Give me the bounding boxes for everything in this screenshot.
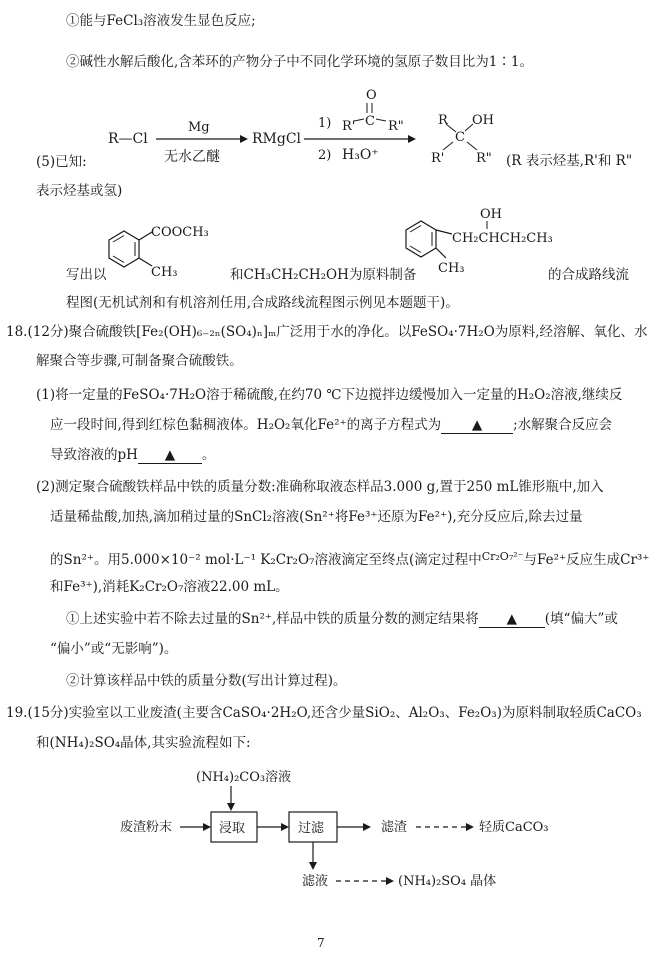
q18-p1-line3: 导致溶液的pH ▲ 。 xyxy=(50,447,216,463)
q18-intro-2: 解聚合等步骤,可制备聚合硫酸铁。 xyxy=(36,353,243,369)
sm1-ch3: CH₃ xyxy=(151,265,178,280)
answer-blank-1[interactable]: ▲ xyxy=(441,418,513,434)
flow-caco3: 轻质CaCO₃ xyxy=(479,820,549,835)
q18-sub2: ②计算该样品中铁的质量分数(写出计算过程)。 xyxy=(66,673,347,689)
q18-p2-line4: 和Fe³⁺),消耗K₂Cr₂O₇溶液22.00 mL。 xyxy=(50,579,289,595)
reagent-mg: Mg xyxy=(188,120,210,135)
flow-reagent: (NH₄)₂CO₃溶液 xyxy=(196,770,292,785)
flow-box1: 浸取 xyxy=(219,821,246,836)
step-2: 2) xyxy=(318,148,332,163)
q18-p2-line1: (2)测定聚合硫酸铁样品中铁的质量分数:准确称取液态样品3.000 g,置于250 mL锥形瓶中,加入 xyxy=(36,479,604,495)
condition-1: ①能与FeCl₃溶液发生显色反应; xyxy=(66,13,256,29)
flow-filtrate: 滤液 xyxy=(302,874,329,889)
q18-sub1-cont: “偏小”或“无影响”)。 xyxy=(50,641,178,657)
flow-crystal: (NH₄)₂SO₄ 晶体 xyxy=(398,874,497,889)
product-r: R xyxy=(438,113,448,128)
dichromate-ion: Cr₂O₇²⁻ xyxy=(481,550,524,563)
flow-residue: 滤渣 xyxy=(381,820,408,835)
q19-intro-1: 19.(15分)实验室以工业废渣(主要含CaSO₄·2H₂O,还含少量SiO₂、Al₂O₃、Fe₂O₃)为原料制取轻质CaCO₃ xyxy=(6,705,642,721)
answer-blank-2[interactable]: ▲ xyxy=(138,448,202,464)
product-r1: R' xyxy=(431,151,445,166)
product-oh: OH xyxy=(472,113,494,128)
part5-note-1: (R 表示烃基,R'和 R" xyxy=(506,153,633,169)
ketone-r2: R" xyxy=(388,119,404,134)
sm1-coo-ch3: COOCH₃ xyxy=(151,225,209,240)
q18-p2-line3: 的Sn²⁺。用5.000×10⁻² mol·L⁻¹ K₂Cr₂O₇溶液滴定至终点(滴定过程中$^{Cr_2O_7^{2-}}$与Fe²⁺反应生成Cr³⁺ xyxy=(50,550,650,568)
write-1: 写出以 xyxy=(66,267,107,283)
solvent-ether: 无水乙醚 xyxy=(164,149,220,165)
q18-p2-line2: 适量稀盐酸,加热,滴加稍过量的SnCl₂溶液(Sn²⁺将Fe³⁺还原为Fe²⁺),充分反应后,除去过量 xyxy=(50,509,583,525)
part5-label: (5)已知: xyxy=(36,154,87,170)
h3o-plus: H₃O⁺ xyxy=(342,147,379,163)
write-2: 和CH₃CH₂CH₂OH为原料制备 xyxy=(230,267,417,283)
answer-blank-3[interactable]: ▲ xyxy=(479,612,545,628)
tgt-oh: OH xyxy=(480,207,502,222)
flow-box2: 过滤 xyxy=(298,821,325,836)
write-4: 程图(无机试剂和有机溶剂任用,合成路线流程图示例见本题题干)。 xyxy=(66,295,459,311)
reagent-rcl: R—Cl xyxy=(108,131,148,147)
q18-p1-line1: (1)将一定量的FeSO₄·7H₂O溶于稀硫酸,在约70 ℃下边搅拌边缓慢加入一定量的H₂O₂溶液,继续反 xyxy=(36,387,623,403)
flow-start: 废渣粉末 xyxy=(120,820,173,835)
tgt-chain: CH₂CHCH₂CH₃ xyxy=(452,231,553,246)
q19-intro-2: 和(NH₄)₂SO₄晶体,其实验流程如下: xyxy=(36,735,251,751)
q18-intro-1: 18.(12分)聚合硫酸铁[Fe₂(OH)₆₋₂ₙ(SO₄)ₙ]ₘ广泛用于水的净化。以FeSO₄·7H₂O为原料,经溶解、氧化、水 xyxy=(6,324,648,340)
q18-p1-line2: 应一段时间,得到红棕色黏稠液体。H₂O₂氧化Fe²⁺的离子方程式为 ▲ ;水解聚合反应会 xyxy=(50,417,613,433)
part5-note-2: 表示烃基或氢) xyxy=(36,183,123,199)
ketone-c: C xyxy=(365,114,375,129)
ketone-r1: R' xyxy=(342,119,356,134)
q18-sub1: ①上述实验中若不除去过量的Sn²⁺,样品中铁的质量分数的测定结果将 ▲ (填“偏大”或 xyxy=(66,611,618,627)
page-number: 7 xyxy=(317,936,325,950)
grignard: RMgCl xyxy=(252,131,302,147)
ketone-o: O xyxy=(366,88,377,103)
write-3: 的合成路线流 xyxy=(548,267,629,283)
product-r2: R" xyxy=(476,151,492,166)
product-c: C xyxy=(455,130,465,145)
step-1: 1) xyxy=(318,116,332,131)
condition-2: ②碱性水解后酸化,含苯环的产物分子中不同化学环境的氢原子数目比为1∶1。 xyxy=(66,54,533,70)
tgt-ch3: CH₃ xyxy=(438,261,465,276)
